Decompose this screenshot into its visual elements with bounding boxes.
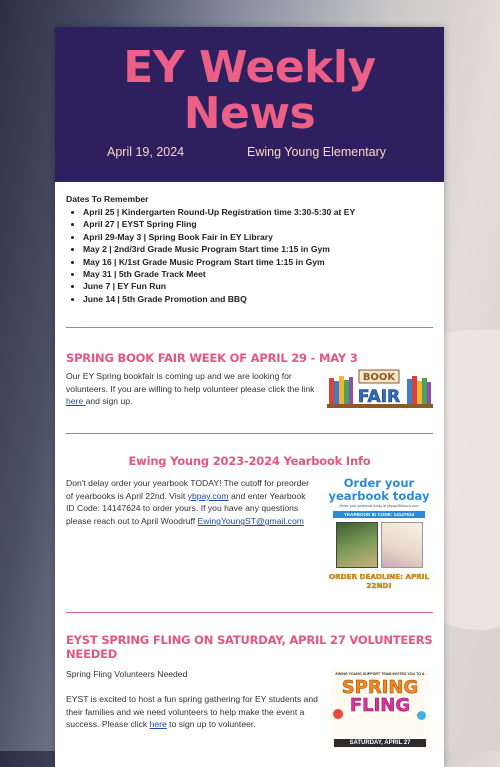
list-item: • May 16 | K/1st Grade Music Program Start time 1:15 in Gym — [83, 256, 434, 268]
yearbook-text-2: and enter Yearbook ID Code: 14147624 to order yours. If you have any questions please reach out to April Woodruff — [66, 490, 306, 527]
flyer-invite-text: EWING YOUNG SUPPORT TEAM INVITES YOU TO A — [335, 672, 425, 677]
dates-heading: Dates To Remember — [66, 194, 149, 204]
list-item: • April 25 | Kindergarten Round-Up Registration time 3:30-5:30 at EY — [83, 206, 434, 218]
bookfair-text-1: Our EY Spring bookfair is coming up and we are looking for volunteers. If you are willing to help volunteer please click the link — [66, 371, 315, 394]
newsletter-title: EY Weekly News — [123, 42, 376, 139]
spring-fling-title: EYST SPRING FLING ON SATURDAY, APRIL 27 VOLUNTEERS NEEDED — [66, 633, 433, 662]
yearbook-title: Ewing Young 2023-2024 Yearbook Info — [128, 454, 371, 469]
email-link[interactable]: EwingYoungST@gmail.com — [197, 516, 304, 527]
newsletter-date: April 19, 2024 — [107, 145, 185, 159]
bookfair-volunteer-link[interactable]: here — [66, 396, 86, 407]
yearbook-text-1: Don't delay order your yearbook TODAY! The cutoff for preorder of yearbooks is April 22nd. Visit — [66, 478, 310, 501]
fling-volunteer-link[interactable]: here — [149, 719, 167, 730]
newsletter-header — [55, 27, 444, 182]
dates-to-remember — [55, 182, 444, 305]
list-item: • April 27 | EYST Spring Fling — [83, 218, 434, 230]
yearbook-section — [55, 434, 444, 612]
list-item: • June 7 | EY Fun Run — [83, 280, 434, 292]
ybpay-link[interactable]: ybpay.com — [187, 490, 229, 501]
list-item: • May 31 | 5th Grade Track Meet — [83, 268, 434, 280]
yearbook-flyer-image — [327, 476, 431, 591]
dates-list — [66, 206, 434, 305]
spring-fling-text — [66, 693, 321, 731]
school-name: Ewing Young Elementary — [247, 145, 386, 159]
spring-fling-section — [55, 613, 444, 753]
flyer-spring-word: SPRING — [341, 677, 419, 699]
bookfair-title: SPRING BOOK FAIR WEEK OF APRIL 29 - MAY 3 — [66, 351, 358, 366]
flyer-books — [327, 522, 431, 568]
flyer-id-code: YEARBOOK ID CODE: 14147624 — [333, 511, 425, 518]
flyer-fling-word: FLING — [349, 695, 411, 717]
list-item: • April 29-May 3 | Spring Book Fair in EY Library — [83, 231, 434, 243]
spring-fling-subheading: Spring Fling Volunteers Needed — [66, 669, 188, 680]
list-item: • June 14 | 5th Grade Promotion and BBQ — [83, 293, 434, 305]
fling-text-1: EYST is excited to host a fun spring gathering for EY students and their families and we need volunteers to help make the event a success. Please click — [66, 694, 318, 730]
book-fair-image — [327, 368, 433, 410]
spring-fling-flyer-image — [331, 669, 429, 749]
flyer-headline: Order your yearbook today — [328, 476, 430, 504]
bookfair-section — [55, 328, 444, 433]
yearbook-cover-right — [381, 522, 423, 568]
yearbook-text — [66, 477, 316, 527]
bookfair-text-2: and sign up. — [85, 396, 133, 407]
flyer-event-date: SATURDAY, APRIL 27 — [334, 739, 426, 747]
list-item: • May 2 | 2nd/3rd Grade Music Program Start time 1:15 in Gym — [83, 243, 434, 255]
flyer-deadline: ORDER DEADLINE: APRIL 22ND! — [328, 572, 430, 591]
book-label: BOOK — [362, 372, 396, 384]
flower-icon — [417, 711, 426, 720]
yearbook-cover-left — [336, 522, 378, 568]
flyer-subline: Order your yearbook today at ybpay.lifetouch.com — [339, 504, 419, 509]
newsletter-card — [55, 27, 444, 767]
fling-text-2: to sign up to volunteer. — [166, 719, 256, 730]
flower-icon — [333, 709, 343, 719]
bookfair-text — [66, 370, 316, 408]
fair-label: FAIR — [357, 387, 401, 408]
